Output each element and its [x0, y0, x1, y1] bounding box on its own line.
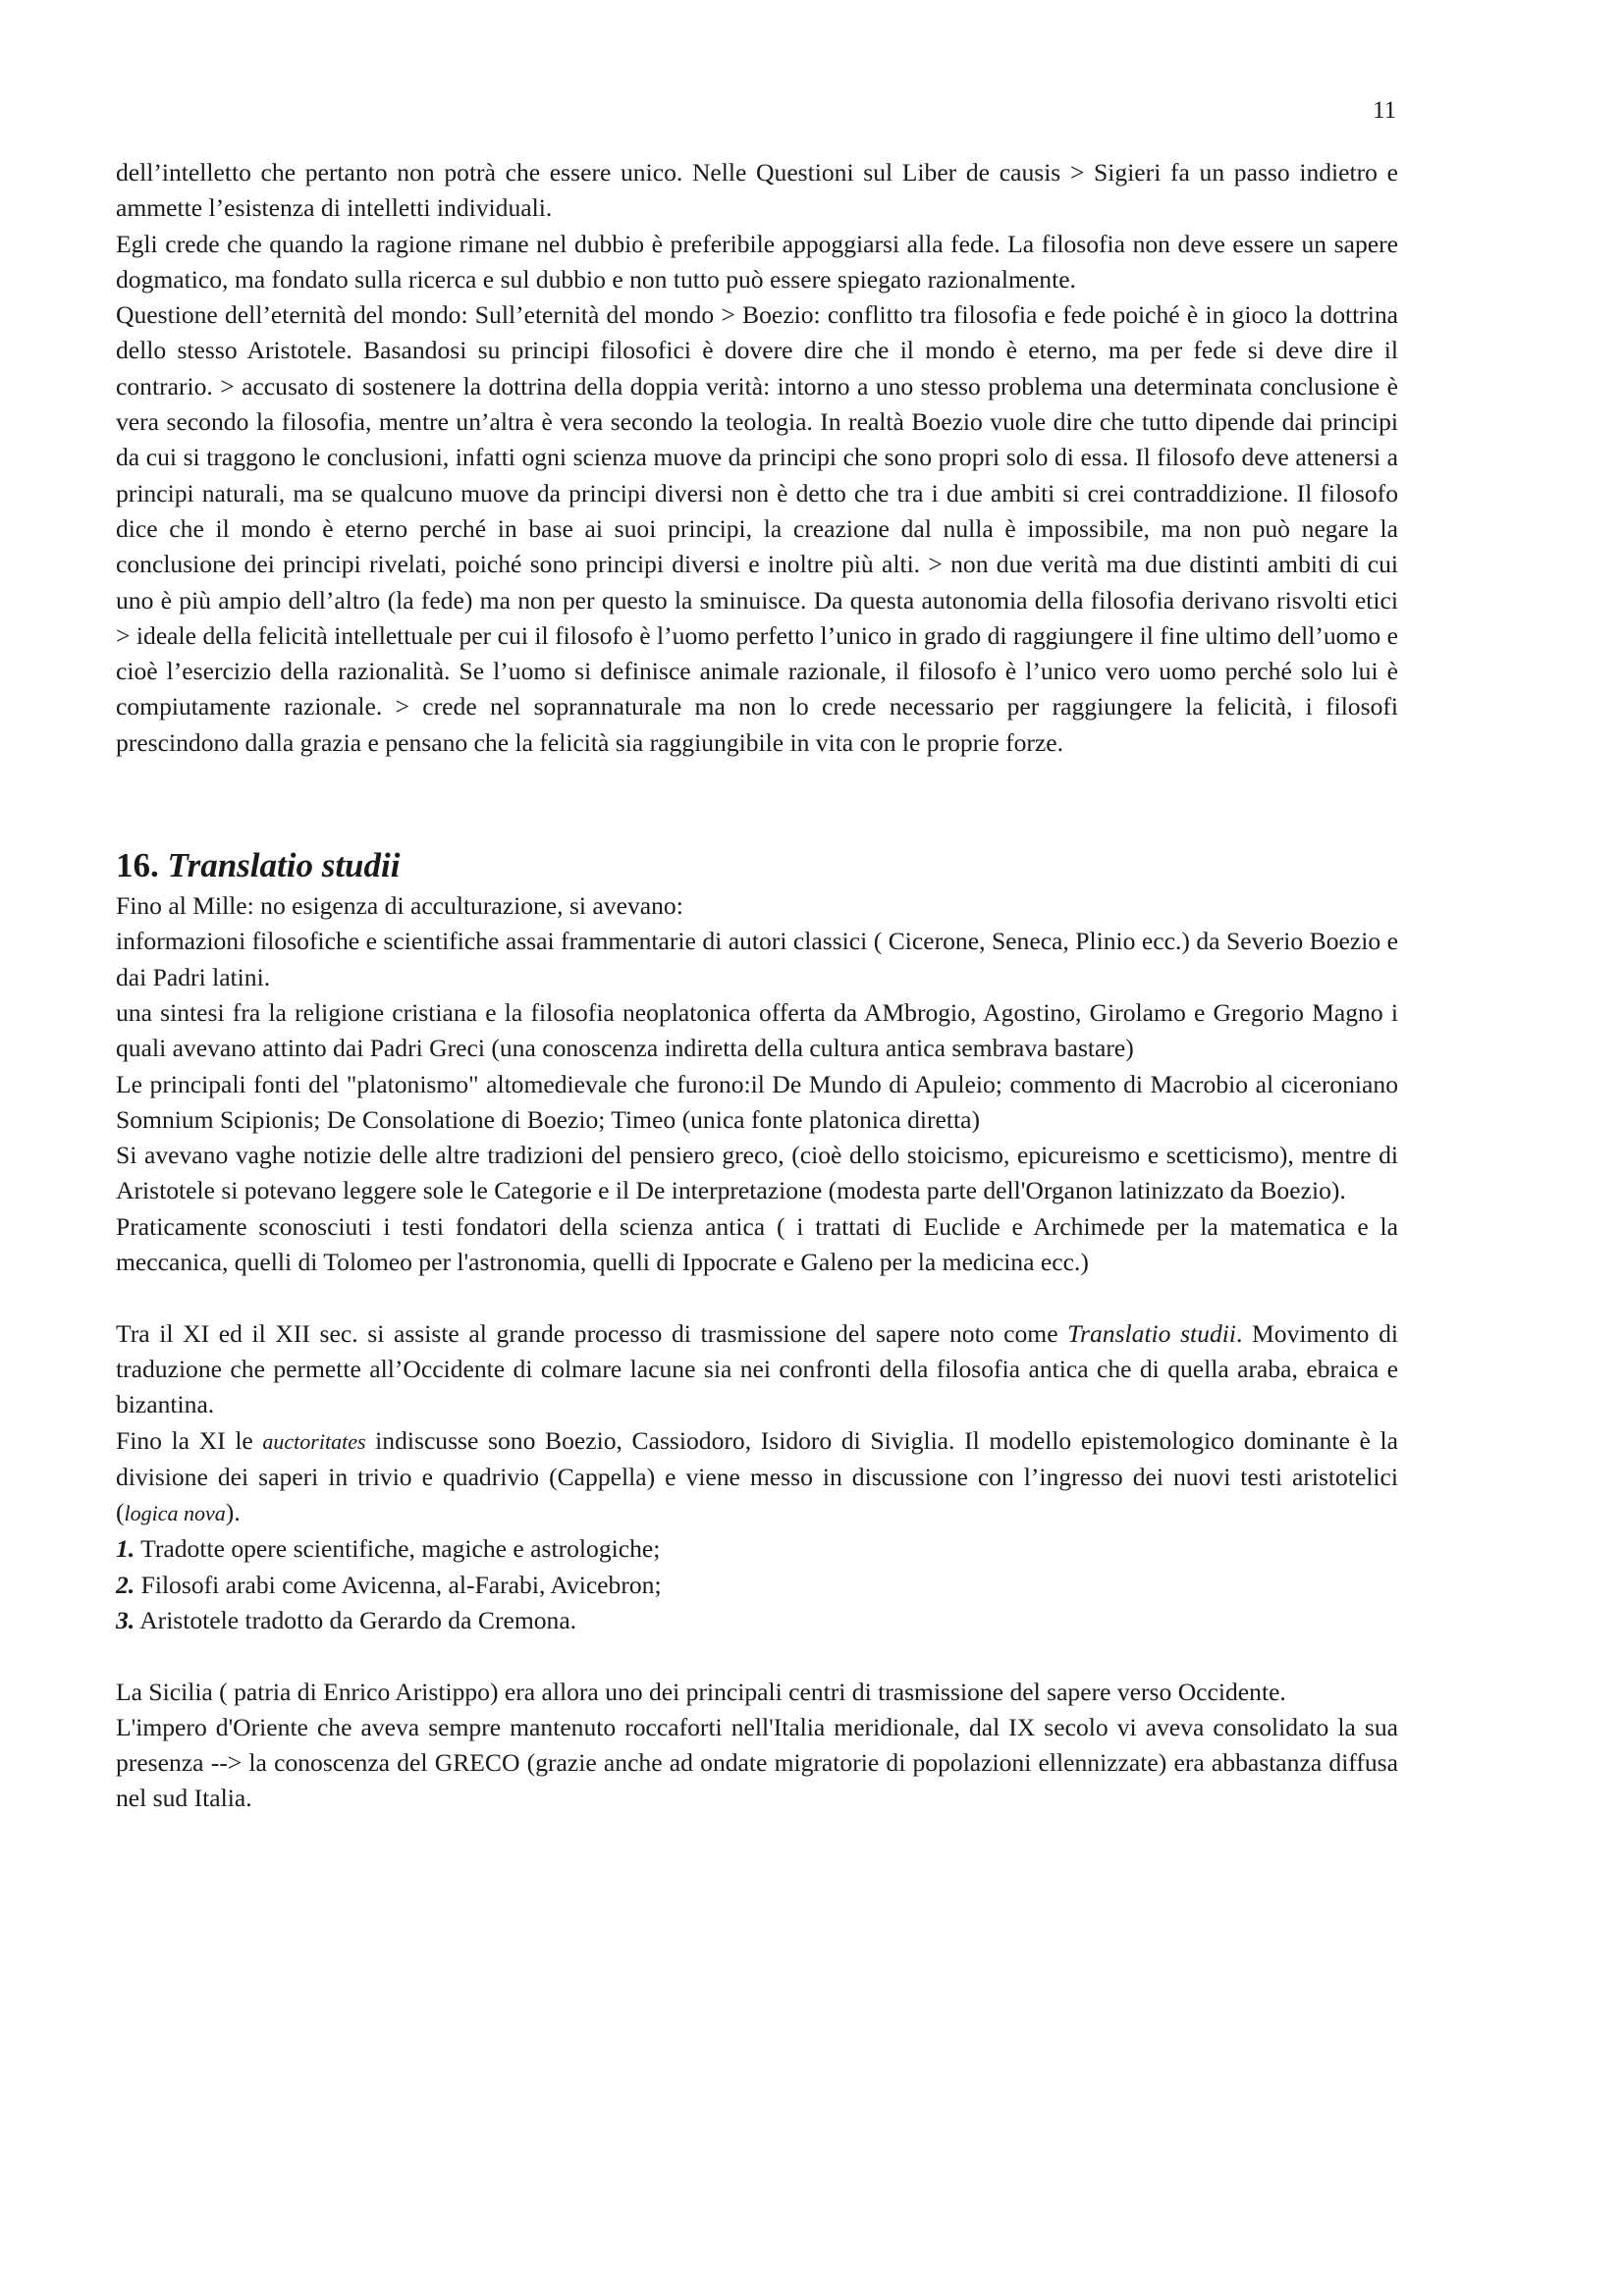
page-content: [116, 155, 1398, 1817]
section-heading: [116, 843, 1398, 888]
list-item: 2. Filosofi arabi come Avicenna, al-Farabi, Avicebron;: [116, 1570, 662, 1599]
list-item: 3. Aristotele tradotto da Gerardo da Cremona.: [116, 1605, 577, 1634]
paragraph: La Sicilia ( patria di Enrico Aristippo) era allora uno dei principali centri di trasmissione del sapere verso Occidente.: [116, 1677, 1286, 1706]
paragraph: Fino al Mille: no esigenza di acculturazione, si avevano:: [116, 891, 683, 921]
list-number: 2.: [116, 1570, 135, 1599]
paragraph: Praticamente sconosciuti i testi fondatori della scienza antica ( i trattati di Euclide e Archimede per la matematica e la meccanica, quelli di Tolomeo per l'astronomia, quelli di Ippocrate e Galeno per la medicina ecc.): [116, 1211, 1398, 1277]
paragraph: L'impero d'Oriente che aveva sempre mantenuto roccaforti nell'Italia meridionale, dal IX secolo vi aveva consolidato la sua presenza --> la conoscenza del GRECO (grazie anche ad ondate migratorie di popolazioni ellennizzate) era abbastanza diffusa nel sud Italia.: [116, 1712, 1398, 1813]
section-number: 16.: [116, 846, 159, 885]
italic-term: auctoritates: [262, 1428, 366, 1454]
paragraph: Si avevano vaghe notizie delle altre tradizioni del pensiero greco, (cioè dello stoicismo, epicureismo e scetticismo), mentre di Aristotele si potevano leggere sole le Categorie e il De interpretazione (modesta parte dell'Organon latinizzato da Boezio).: [116, 1141, 1398, 1205]
italic-term: logica nova: [124, 1501, 226, 1526]
section-title: Translatio studii: [167, 846, 401, 885]
paragraph: dell’intelletto che pertanto non potrà che essere unico. Nelle Questioni sul Liber de causis > Sigieri fa un passo indietro e ammette l’esistenza di intelletti individuali.: [116, 158, 1398, 223]
italic-term: Translatio studii: [1067, 1318, 1236, 1348]
list-number: 1.: [116, 1534, 135, 1564]
paragraph: Tra il XI ed il XII sec. si assiste al grande processo di trasmissione del sapere noto come Translatio studii. Movimento di traduzione che permette all’Occidente di colmare lacune sia nei confronti della filosofia antica che di quella araba, ebraica e bizantina.: [116, 1318, 1398, 1419]
page-number: 11: [1373, 97, 1397, 124]
paragraph: Le principali fonti del "platonismo" altomedievale che furono:il De Mundo di Apuleio; commento di Macrobio al ciceroniano Somnium Scipionis; De Consolatione di Boezio; Timeo (unica fonte platonica diretta): [116, 1069, 1398, 1134]
paragraph: Egli crede che quando la ragione rimane nel dubbio è preferibile appoggiarsi alla fede. La filosofia non deve essere un sapere dogmatico, ma fondato sulla ricerca e sul dubbio e non tutto può essere spiegato razionalmente.: [116, 229, 1398, 294]
paragraph: informazioni filosofiche e scientifiche assai frammentarie di autori classici ( Cicerone, Seneca, Plinio ecc.) da Severio Boezio e dai Padri latini.: [116, 927, 1398, 991]
list-number: 3.: [116, 1605, 135, 1634]
paragraph: una sintesi fra la religione cristiana e la filosofia neoplatonica offerta da AMbrogio, Agostino, Girolamo e Gregorio Magno i quali avevano attinto dai Padri Greci (una conoscenza indiretta della cultura antica sembrava bastare): [116, 997, 1398, 1063]
paragraph: Questione dell’eternità del mondo: Sull’eternità del mondo > Boezio: conflitto tra filosofia e fede poiché è in gioco la dottrina dello stesso Aristotele. Basandosi su principi filosofici è dovere dire che il mondo è eterno, ma per fede si deve dire il contrario. > accusato di sostenere la dottrina della doppia verità: intorno a uno stesso problema una determinata conclusione è vera secondo la filosofia, mentre un’altra è vera secondo la teologia. In realtà Boezio vuole dire che tutto dipende dai principi da cui si traggono le conclusioni, infatti ogni scienza muove da principi che sono propri solo di essa. Il filosofo deve attenersi a principi naturali, ma se qualcuno muove da principi diversi non è detto che tra i due ambiti si crei contraddizione. Il filosofo dice che il mondo è eterno perché in base ai suoi principi, la creazione dal nulla è impossibile, ma non può negare la conclusione dei principi rivelati, poiché sono principi diversi e inoltre più alti. > non due verità ma due distinti ambiti di cui uno è più ampio dell’altro (la fede) ma non per questo la sminuisce. Da questa autonomia della filosofia derivano risvolti etici > ideale della felicità intellettuale per cui il filosofo è l’uomo perfetto l’unico in grado di raggiungere il fine ultimo dell’uomo e cioè l’esercizio della razionalità. Se l’uomo si definisce animale razionale, il filosofo è l’unico vero uomo perché solo lui è compiutamente razionale. > crede nel soprannaturale ma non lo crede necessario per raggiungere la felicità, i filosofi prescindono dalla grazia e pensano che la felicità sia raggiungibile in vita con le proprie forze.: [116, 300, 1398, 757]
paragraph: Fino la XI le auctoritates indiscusse sono Boezio, Cassiodoro, Isidoro di Siviglia. Il modello epistemologico dominante è la divisione dei saperi in trivio e quadrivio (Cappella) e viene messo in discussione con l’ingresso dei nuovi testi aristotelici (logica nova).: [116, 1425, 1398, 1527]
list-item: 1. Tradotte opere scientifiche, magiche e astrologiche;: [116, 1534, 661, 1564]
